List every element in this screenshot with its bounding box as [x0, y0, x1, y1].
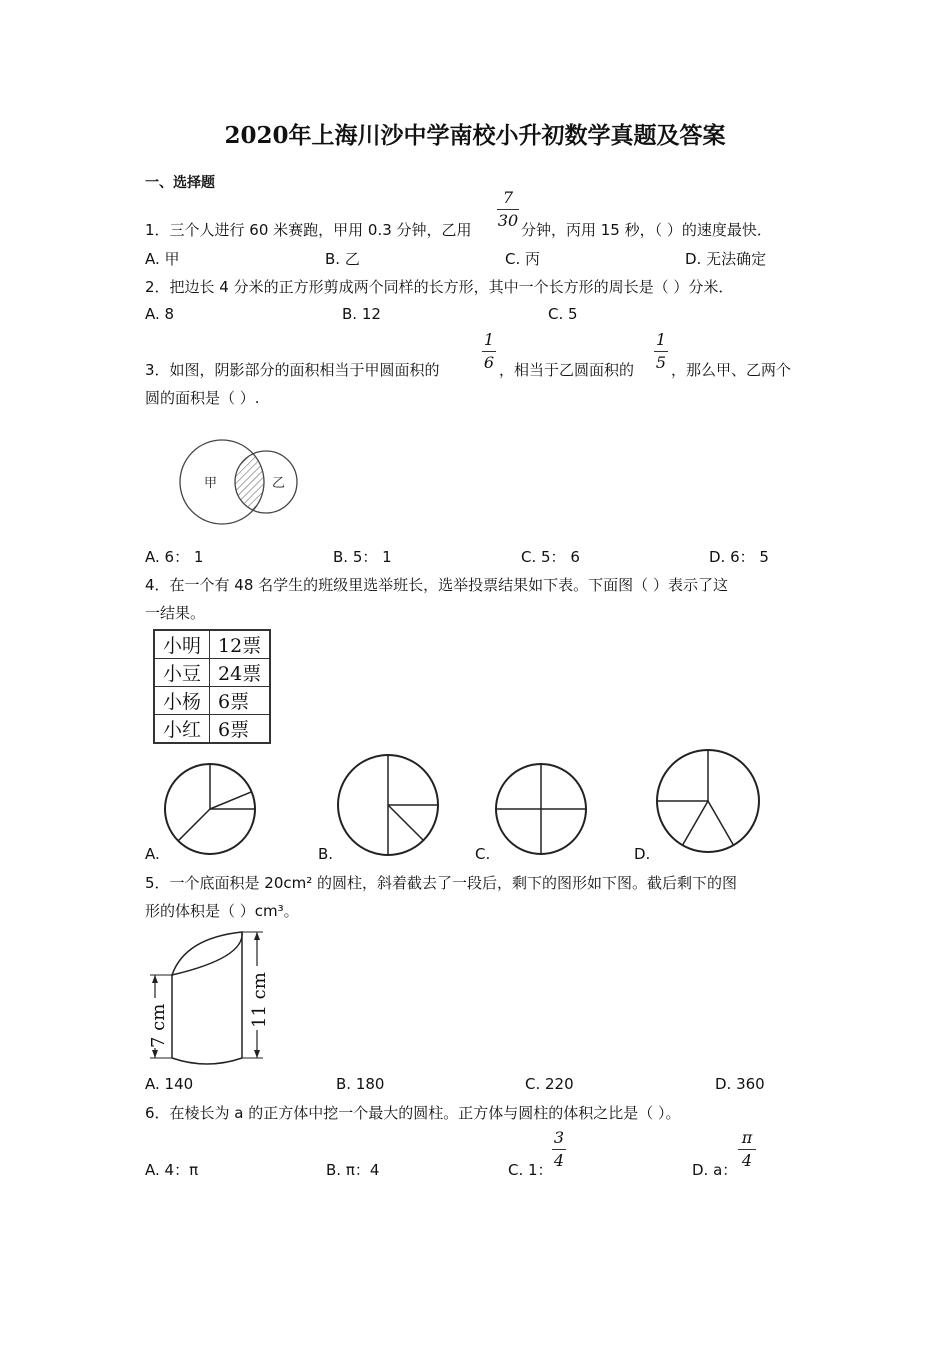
q2-text: 2．把边长 4 分米的正方形剪成两个同样的长方形，其中一个长方形的周长是（ ）分米． — [145, 278, 734, 296]
q5-option-d: D. 360 — [715, 1075, 765, 1093]
label-jia: 甲 — [204, 476, 218, 491]
candidate-name: 小红 — [154, 715, 210, 744]
q6-option-d-fraction — [738, 1129, 756, 1170]
q5-option-b: B. 180 — [336, 1075, 385, 1093]
q1-option-d: D. 无法确定 — [685, 250, 767, 268]
q3-text-post: ，那么甲、乙两个 — [671, 361, 792, 379]
pie-option-c — [494, 762, 588, 856]
q3-fraction-1 — [482, 331, 496, 372]
pie-option-a — [163, 762, 257, 856]
table-row — [154, 630, 270, 659]
q6-option-a: A. 4：π — [145, 1161, 199, 1179]
q4-text-line1: 4．在一个有 48 名学生的班级里选举班长，选举投票结果如下表。下面图（ ）表示了这 — [145, 576, 728, 594]
q3-option-a: A. 6： 1 — [145, 548, 204, 566]
q1-fraction — [497, 189, 519, 230]
label-yi: 乙 — [272, 476, 286, 491]
label-7cm: 7 cm — [148, 1003, 169, 1048]
q3-text-pre: 3．如图，阴影部分的面积相当于甲圆面积的 — [145, 361, 440, 379]
candidate-name: 小杨 — [154, 687, 210, 715]
page-title: 2020年上海川沙中学南校小升初数学真题及答案 — [224, 122, 726, 149]
q3-text-line2: 圆的面积是（ ）. — [145, 389, 260, 407]
q6-text: 6．在棱长为 a 的正方体中挖一个最大的圆柱。正方体与圆柱的体积之比是（ ）。 — [145, 1104, 681, 1122]
q3-text-mid: ，相当于乙圆面积的 — [499, 361, 635, 379]
q3-frac1-num: 1 — [483, 330, 495, 349]
q4-option-b: B. — [318, 845, 334, 863]
q6-option-d: D. a： — [692, 1161, 738, 1179]
q6-option-c: C. 1： — [508, 1161, 553, 1179]
q5-option-c: C. 220 — [525, 1075, 574, 1093]
q3-fraction-2 — [654, 331, 668, 372]
q1-frac-num: 7 — [502, 188, 514, 207]
q3-option-d: D. 6： 5 — [709, 548, 769, 566]
q6-option-c-fraction — [552, 1129, 566, 1170]
q6-c-frac-num: 3 — [553, 1128, 565, 1147]
q3-option-b: B. 5： 1 — [333, 548, 392, 566]
table-row — [154, 715, 270, 744]
section-heading: 一、选择题 — [145, 175, 215, 191]
q3-option-c: C. 5： 6 — [521, 548, 580, 566]
q4-option-c: C. — [475, 845, 491, 863]
two-circles-figure — [180, 440, 300, 526]
q2-option-a: A. 8 — [145, 305, 175, 323]
q1-text-pre: 1．三个人进行 60 米赛跑，甲用 0.3 分钟，乙用 — [145, 221, 472, 239]
candidate-name: 小豆 — [154, 659, 210, 687]
pie-option-b — [336, 753, 440, 857]
cut-cylinder-figure — [145, 928, 275, 1068]
q6-option-b: B. π：4 — [326, 1161, 380, 1179]
q6-d-frac-num: π — [741, 1128, 753, 1147]
table-row — [154, 687, 270, 715]
q4-option-a: A. — [145, 845, 160, 863]
q1-option-a: A. 甲 — [145, 250, 180, 268]
q2-option-b: B. 12 — [342, 305, 381, 323]
candidate-name: 小明 — [154, 630, 210, 659]
q3-frac1-den: 6 — [483, 353, 495, 372]
pie-option-d — [655, 748, 761, 854]
q3-frac2-num: 1 — [655, 330, 667, 349]
q5-text-line2: 形的体积是（ ）cm³。 — [145, 902, 299, 920]
q1-text-post: 分钟，丙用 15 秒，（ ）的速度最快． — [521, 221, 772, 239]
label-11cm: 11 cm — [249, 972, 270, 1028]
q1-frac-den: 30 — [497, 211, 519, 230]
table-row — [154, 659, 270, 687]
q5-option-a: A. 140 — [145, 1075, 194, 1093]
vote-count: 6票 — [210, 715, 271, 744]
q5-text-line1: 5．一个底面积是 20cm² 的圆柱，斜着截去了一段后，剩下的图形如下图。截后剩下的图 — [145, 874, 738, 892]
q6-d-frac-den: 4 — [741, 1151, 753, 1170]
q4-text-line2: 一结果。 — [145, 604, 206, 622]
q4-option-d: D. — [634, 845, 651, 863]
q6-c-frac-den: 4 — [553, 1151, 565, 1170]
vote-count: 6票 — [210, 687, 271, 715]
vote-count: 24票 — [210, 659, 271, 687]
votes-table — [153, 629, 271, 744]
vote-count: 12票 — [210, 630, 271, 659]
q1-option-b: B. 乙 — [325, 250, 360, 268]
q2-option-c: C. 5 — [548, 305, 578, 323]
q1-option-c: C. 丙 — [505, 250, 541, 268]
q3-frac2-den: 5 — [655, 353, 667, 372]
